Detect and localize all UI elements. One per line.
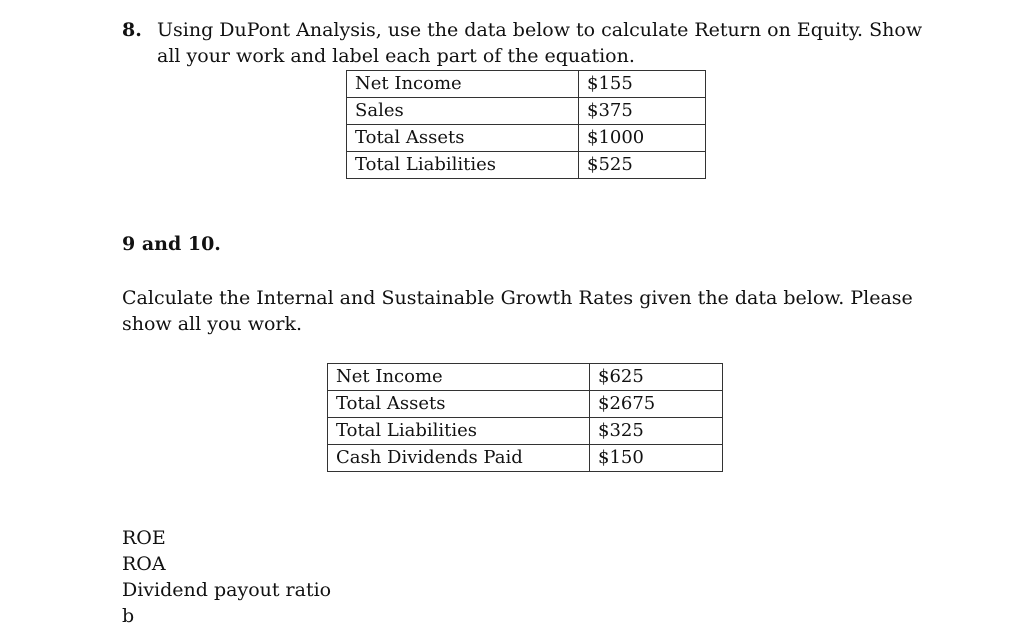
table-cell-value: $2675 [590, 391, 723, 418]
question-9-text-line-2: show all you work. [122, 313, 303, 335]
question-8-text-line-2: all your work and label each part of the equation. [157, 45, 635, 67]
table-row [328, 391, 723, 418]
table-cell-value: $375 [579, 98, 706, 125]
list-item-roa: ROA [122, 553, 166, 575]
table-cell-label: Total Assets [347, 125, 579, 152]
table-cell-value: $625 [590, 364, 723, 391]
table-cell-label: Total Liabilities [347, 152, 579, 179]
table-row [328, 364, 723, 391]
table-cell-value: $150 [590, 445, 723, 472]
table-row [328, 418, 723, 445]
table-cell-value: $525 [579, 152, 706, 179]
table-row [347, 98, 706, 125]
question-8-number: 8. [122, 19, 142, 41]
table-cell-value: $155 [579, 71, 706, 98]
table-row [328, 445, 723, 472]
question-9-10-heading: 9 and 10. [122, 233, 221, 255]
table-row [347, 152, 706, 179]
table-cell-label: Total Liabilities [328, 418, 590, 445]
list-item-b: b [122, 605, 135, 627]
table-cell-label: Sales [347, 98, 579, 125]
list-item-dividend-payout-ratio: Dividend payout ratio [122, 579, 332, 601]
table-cell-label: Cash Dividends Paid [328, 445, 590, 472]
table-cell-label: Total Assets [328, 391, 590, 418]
dupont-data-table [346, 70, 706, 179]
question-8-text-line-1: Using DuPont Analysis, use the data below to calculate Return on Equity. Show [157, 19, 923, 41]
list-item-roe: ROE [122, 527, 166, 549]
table-row [347, 71, 706, 98]
table-cell-label: Net Income [328, 364, 590, 391]
question-9-text-line-1: Calculate the Internal and Sustainable Growth Rates given the data below. Please [122, 287, 913, 309]
growth-rate-data-table [327, 363, 723, 472]
table-cell-label: Net Income [347, 71, 579, 98]
table-cell-value: $325 [590, 418, 723, 445]
table-cell-value: $1000 [579, 125, 706, 152]
table-row [347, 125, 706, 152]
